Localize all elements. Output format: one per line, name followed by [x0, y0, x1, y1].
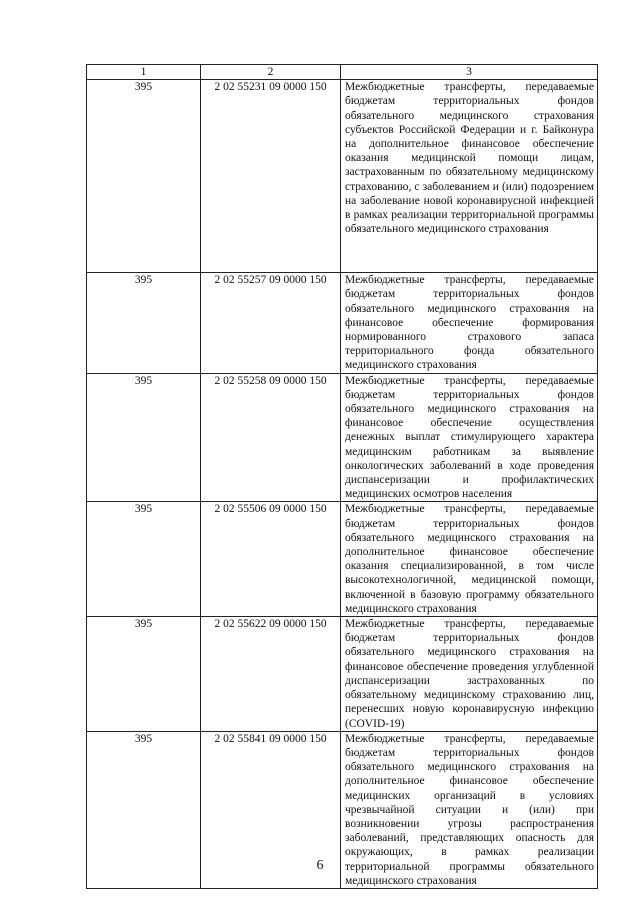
budget-classification-code: 2 02 55258 09 0000 150	[201, 373, 341, 502]
administrator-code: 395	[87, 373, 201, 502]
table-row	[87, 373, 598, 502]
table-row	[87, 502, 598, 617]
budget-classification-code: 2 02 55506 09 0000 150	[201, 502, 341, 617]
revenue-description: Межбюджетные трансферты, передаваемые бюджетам территориальных фондов обязательного медицинского страхования на финансовое обеспечение формирования нормированного страхового запаса территориального фонда обязательного медицинского страхования	[341, 273, 598, 373]
column-header-2: 2	[201, 65, 341, 80]
revenue-description: Межбюджетные трансферты, передаваемые бюджетам территориальных фондов обязательного медицинского страхования на дополнительное финансовое обеспечение оказания специализированной, в том числе высокотехнологичной, медицинской помощи, включенной в базовую программу обязательного медицинского страхования	[341, 502, 598, 617]
table-row	[87, 80, 598, 273]
column-header-1: 1	[87, 65, 201, 80]
table-row	[87, 273, 598, 373]
budget-classification-code: 2 02 55622 09 0000 150	[201, 617, 341, 732]
administrator-code: 395	[87, 731, 201, 888]
administrator-code: 395	[87, 273, 201, 373]
column-header-3: 3	[341, 65, 598, 80]
budget-classification-code: 2 02 55257 09 0000 150	[201, 273, 341, 373]
revenue-description: Межбюджетные трансферты, передаваемые бюджетам территориальных фондов обязательного медицинского страхования субъектов Российской Федерации и г. Байконура на дополнительное финансовое обеспечение оказания медицинской помощи лицам, застрахованным по обязательному медицинскому страхованию, с заболеванием и (или) подозрением на заболевание новой коронавирусной инфекцией в рамках реализации территориальной программы обязательного медицинского страхования	[341, 80, 598, 273]
administrator-code: 395	[87, 617, 201, 732]
budget-codes-table	[86, 64, 598, 889]
revenue-description: Межбюджетные трансферты, передаваемые бюджетам территориальных фондов обязательного медицинского страхования на финансовое обеспечение осуществления денежных выплат стимулирующего характера медицинским работникам за выявление онкологических заболеваний в ходе проведения диспансеризации и профилактических медицинских осмотров населения	[341, 373, 598, 502]
administrator-code: 395	[87, 502, 201, 617]
page-number: 6	[316, 858, 324, 873]
budget-classification-code: 2 02 55231 09 0000 150	[201, 80, 341, 273]
budget-classification-code: 2 02 55841 09 0000 150	[201, 731, 341, 888]
revenue-description: Межбюджетные трансферты, передаваемые бюджетам территориальных фондов обязательного медицинского страхования на финансовое обеспечение проведения углубленной диспансеризации застрахованных по обязательному медицинскому страхованию лиц, перенесших новую коронавирусную инфекцию (COVID-19)	[341, 617, 598, 732]
table-header-row	[87, 65, 598, 80]
administrator-code: 395	[87, 80, 201, 273]
table-row	[87, 617, 598, 732]
revenue-description: Межбюджетные трансферты, передаваемые бюджетам территориальных фондов обязательного медицинского страхования на дополнительное финансовое обеспечение медицинских организаций в условиях чрезвычайной ситуации и (или) при возникновении угрозы распространения заболеваний, представляющих опасность для окружающих, в рамках реализации территориальной программы обязательного медицинского страхования	[341, 731, 598, 888]
